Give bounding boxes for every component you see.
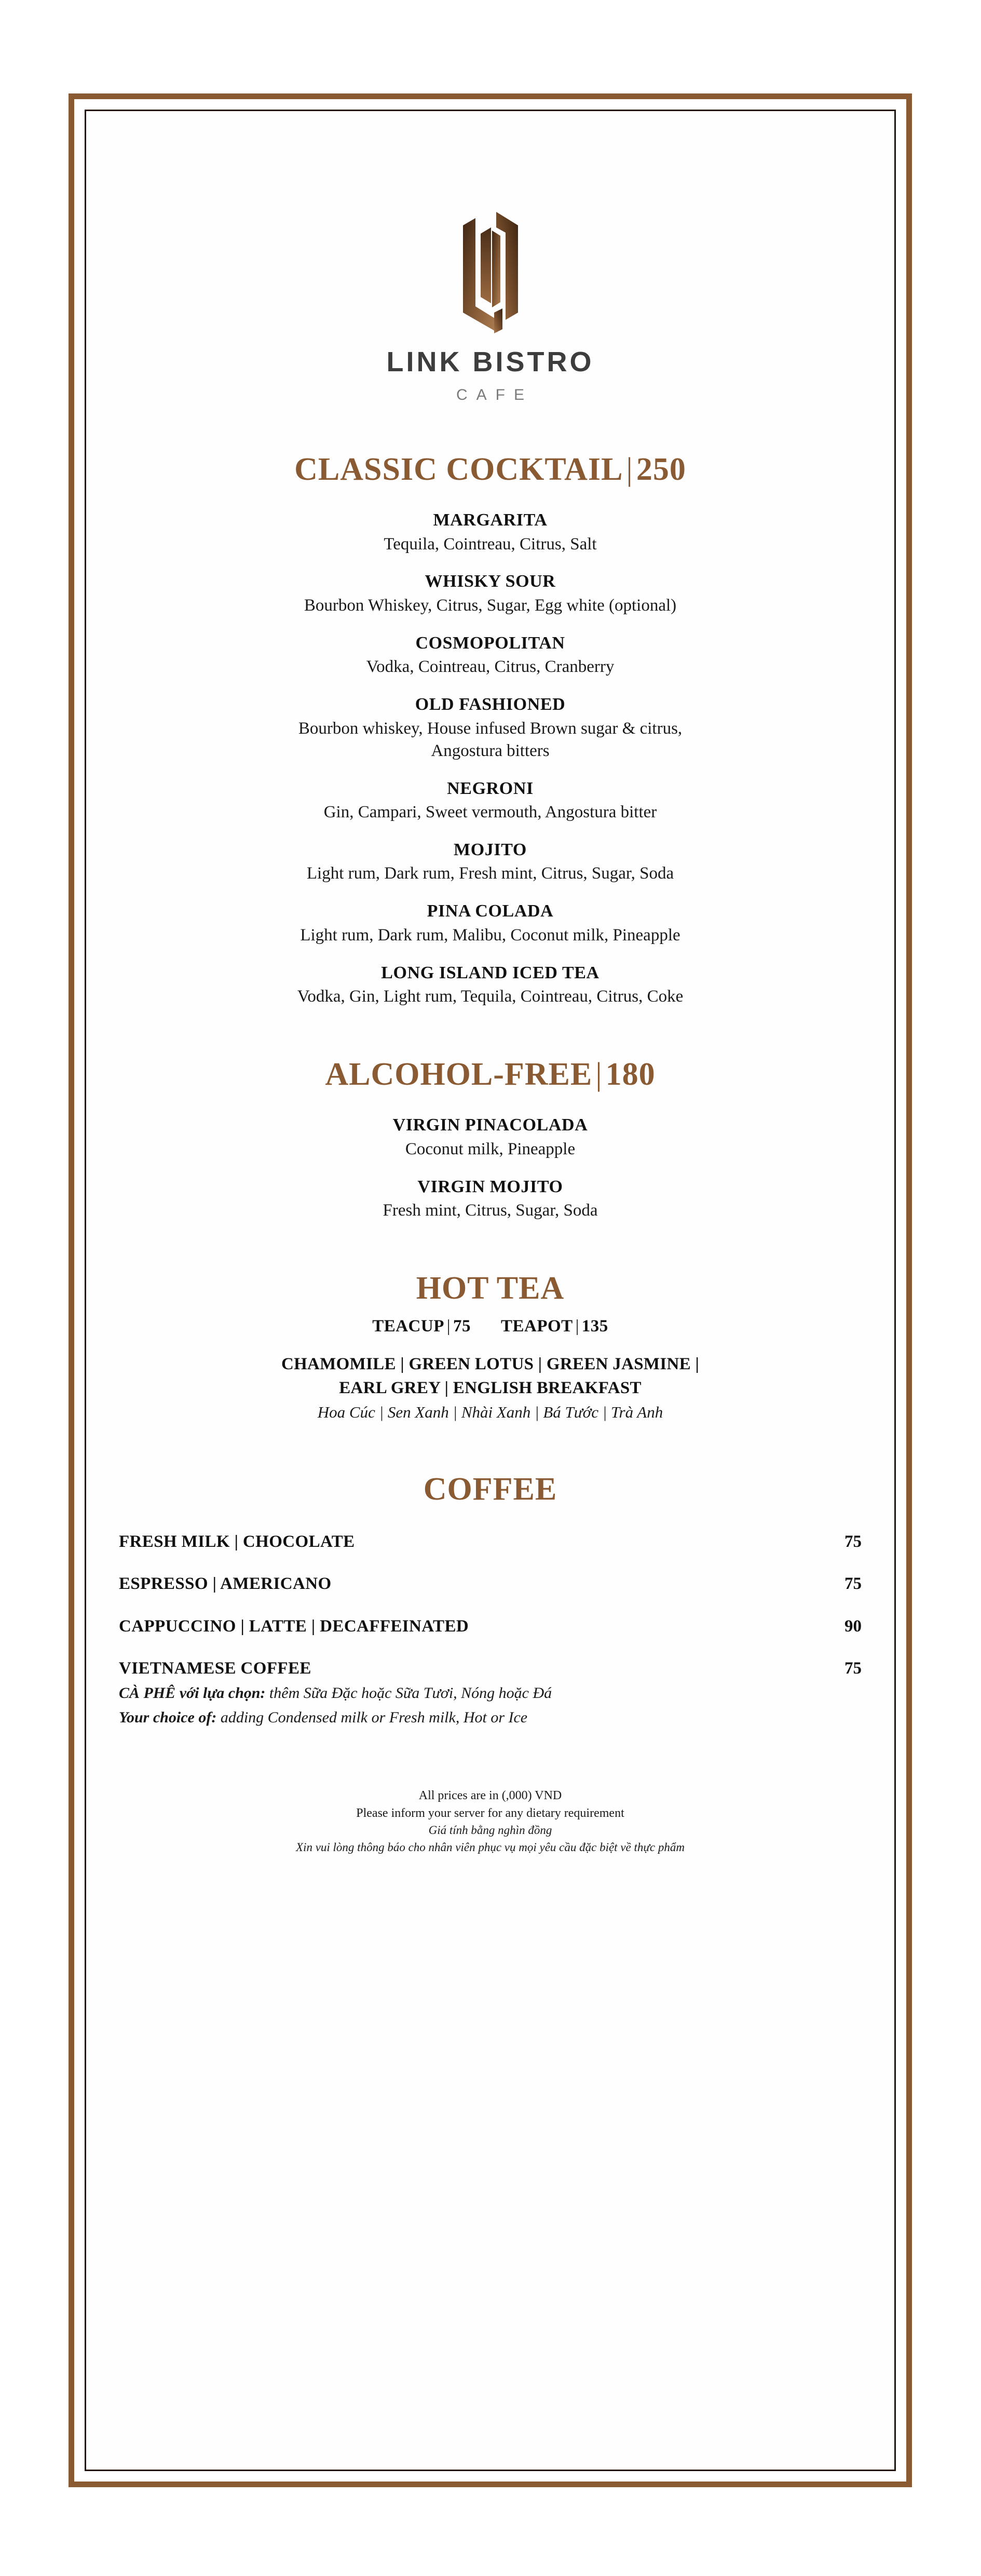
tea-flavour-line-1: CHAMOMILE | GREEN LOTUS | GREEN JASMINE | [281, 1355, 700, 1374]
cocktail-item-list [86, 509, 894, 1008]
coffee-row-left [119, 1658, 820, 1728]
coffee-price: 75 [844, 1532, 862, 1551]
item-name: MOJITO [454, 840, 527, 859]
section-heading-alcohol-free [86, 1058, 894, 1091]
item-description: Coconut milk, Pineapple [405, 1139, 576, 1158]
item-description: Light rum, Dark rum, Fresh mint, Citrus, Sugar, Soda [306, 864, 674, 883]
menu-content [86, 111, 894, 2470]
menu-item [86, 839, 894, 885]
section-heading-classic-cocktail [86, 453, 894, 487]
menu-footer [86, 1787, 894, 1856]
menu-item [86, 1176, 894, 1222]
menu-item [86, 509, 894, 555]
item-description: Bourbon Whiskey, Citrus, Sugar, Egg white (optional) [304, 596, 677, 615]
coffee-row-left [119, 1574, 820, 1595]
coffee-name: ESPRESSO | AMERICANO [119, 1574, 332, 1594]
section-price: 180 [605, 1057, 656, 1093]
link-bistro-monogram-icon [446, 205, 535, 334]
outer-border-frame [69, 93, 912, 2487]
coffee-note-english [119, 1707, 820, 1728]
coffee-note-en-label: Your choice of: [119, 1709, 217, 1727]
tea-serving-prices [86, 1317, 894, 1336]
inner-border-frame [85, 110, 896, 2471]
section-alcohol-free [86, 1058, 894, 1222]
coffee-note-vietnamese [119, 1682, 820, 1704]
coffee-note-vi-label: CÀ PHÊ với lựa chọn: [119, 1684, 266, 1702]
teacup-label: TEACUP [372, 1317, 444, 1336]
section-title: ALCOHOL-FREE [325, 1057, 593, 1093]
teapot-label: TEAPOT [500, 1317, 573, 1336]
coffee-price: 90 [844, 1616, 862, 1636]
item-description: Vodka, Gin, Light rum, Tequila, Cointreau, Citrus, Coke [297, 987, 684, 1006]
coffee-row [119, 1574, 862, 1595]
item-name: NEGRONI [447, 778, 534, 798]
brand-subtitle: CAFE [456, 386, 533, 403]
teapot-price: 135 [581, 1317, 608, 1336]
item-name: OLD FASHIONED [415, 695, 566, 714]
brand-logo-block [86, 205, 894, 403]
footer-dietary-note-vietnamese: Xin vui lòng thông báo cho nhân viên phục vụ mọi yêu cầu đặc biệt về thực phẩm [296, 1840, 685, 1854]
coffee-name: VIETNAMESE COFFEE [119, 1659, 311, 1678]
item-name: PINA COLADA [427, 901, 554, 921]
menu-item [86, 778, 894, 824]
section-heading-coffee: COFFEE [423, 1472, 557, 1507]
mocktail-item-list [86, 1114, 894, 1222]
item-name: VIRGIN MOJITO [417, 1177, 563, 1196]
teapot-separator: | [575, 1317, 579, 1336]
section-title: CLASSIC COCKTAIL [294, 452, 623, 487]
item-description: Vodka, Cointreau, Citrus, Cranberry [366, 657, 615, 677]
coffee-row [119, 1658, 862, 1728]
coffee-name: FRESH MILK | CHOCOLATE [119, 1532, 355, 1551]
section-classic-cocktail [86, 453, 894, 1008]
tea-flavour-list [86, 1353, 894, 1400]
section-price: 250 [636, 452, 686, 487]
coffee-price: 75 [844, 1659, 862, 1678]
coffee-row [119, 1616, 862, 1637]
coffee-row-left [119, 1532, 820, 1553]
item-name: LONG ISLAND ICED TEA [381, 963, 600, 982]
menu-item [86, 900, 894, 946]
menu-item [86, 571, 894, 616]
menu-item [86, 962, 894, 1008]
coffee-row-left [119, 1616, 820, 1637]
menu-item [86, 694, 894, 762]
teacup-price: 75 [453, 1317, 471, 1336]
section-separator: | [626, 452, 633, 487]
item-description: Light rum, Dark rum, Malibu, Coconut milk, Pineapple [300, 925, 680, 945]
tea-flavour-vietnamese: Hoa Cúc | Sen Xanh | Nhài Xanh | Bá Tước | Trà Anh [317, 1403, 663, 1422]
item-name: WHISKY SOUR [425, 572, 556, 591]
coffee-row [119, 1532, 862, 1553]
menu-item [86, 1114, 894, 1160]
footer-price-note: All prices are in (,000) VND [418, 1788, 562, 1802]
item-description: Fresh mint, Citrus, Sugar, Soda [383, 1201, 598, 1220]
section-heading-hot-tea: HOT TEA [416, 1270, 565, 1306]
item-name: VIRGIN PINACOLADA [392, 1115, 588, 1135]
coffee-price: 75 [844, 1574, 862, 1594]
footer-price-note-vietnamese: Giá tính bằng nghìn đồng [428, 1823, 552, 1837]
item-name: MARGARITA [433, 510, 548, 530]
footer-dietary-note: Please inform your server for any dietary requirement [356, 1806, 624, 1820]
menu-item [86, 632, 894, 678]
coffee-name: CAPPUCCINO | LATTE | DECAFFEINATED [119, 1616, 469, 1636]
teacup-separator: | [446, 1317, 451, 1336]
item-name: COSMOPOLITAN [415, 633, 565, 653]
tea-flavour-line-2: EARL GREY | ENGLISH BREAKFAST [339, 1378, 642, 1397]
section-coffee [86, 1473, 894, 1728]
section-hot-tea [86, 1272, 894, 1423]
coffee-item-list [86, 1532, 894, 1729]
item-description: Bourbon whiskey, House infused Brown sugar & citrus, Angostura bitters [298, 719, 683, 760]
section-separator: | [595, 1057, 603, 1093]
item-description: Tequila, Cointreau, Citrus, Salt [384, 534, 597, 554]
coffee-note-en-text: adding Condensed milk or Fresh milk, Hot or Ice [216, 1709, 528, 1727]
brand-name: LINK BISTRO [386, 346, 594, 377]
item-description: Gin, Campari, Sweet vermouth, Angostura bitter [323, 803, 657, 822]
coffee-note-vi-text: thêm Sữa Đặc hoặc Sữa Tươi, Nóng hoặc Đá [265, 1684, 552, 1702]
